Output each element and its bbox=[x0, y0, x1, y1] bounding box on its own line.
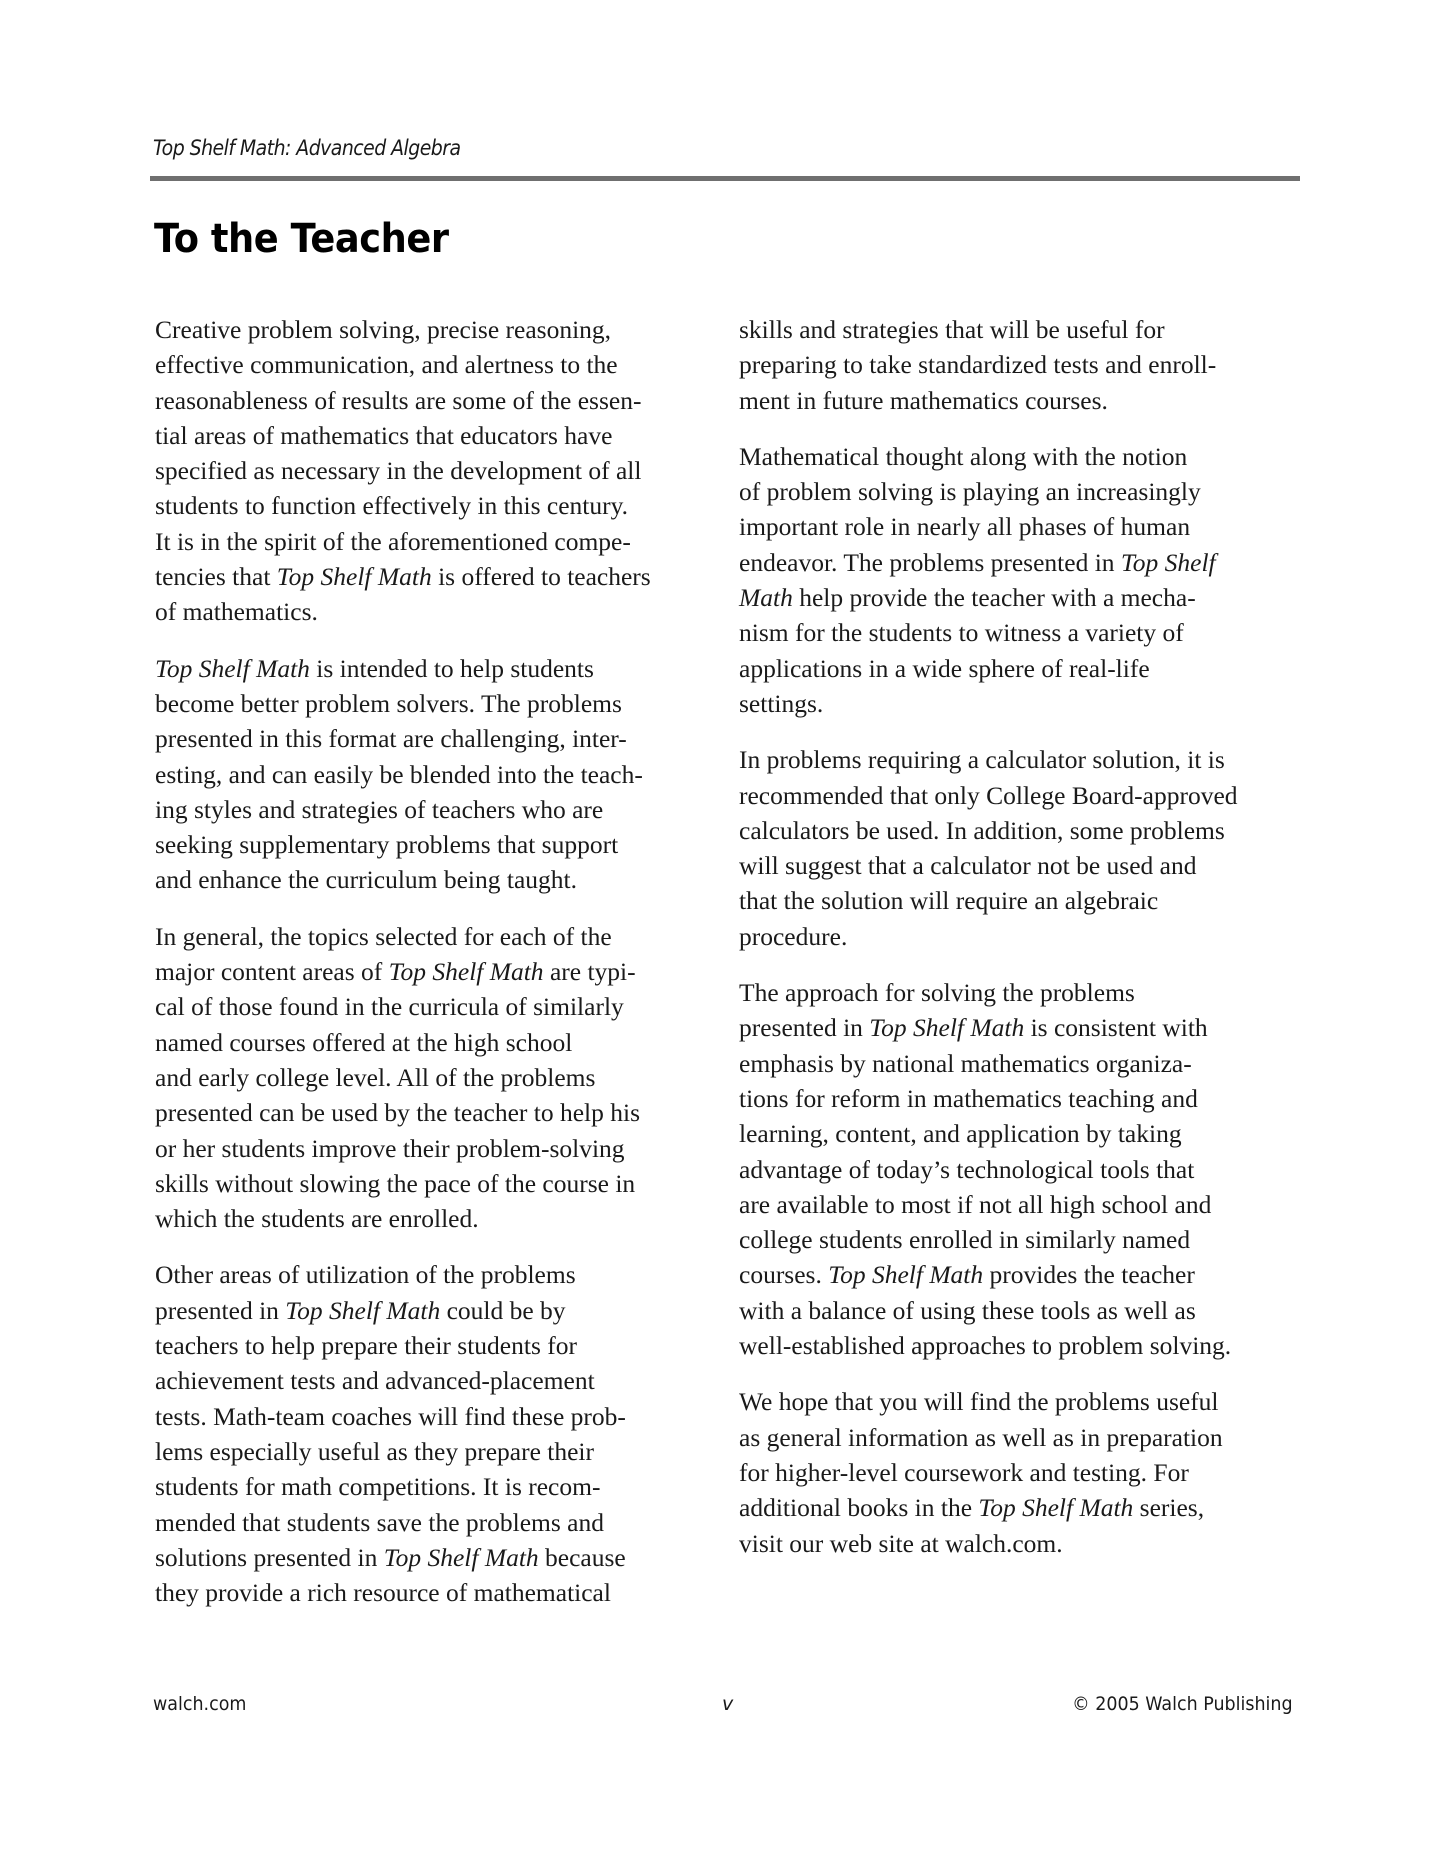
text-run: for higher-level coursework and testing. For bbox=[739, 1457, 1189, 1487]
text-line bbox=[155, 594, 715, 629]
paragraph bbox=[739, 1384, 1299, 1560]
text-line bbox=[739, 1116, 1299, 1151]
book-title-italic: Top Shelf Math bbox=[285, 1295, 441, 1325]
text-line bbox=[739, 848, 1299, 883]
text-line bbox=[155, 1201, 715, 1236]
text-line bbox=[155, 418, 715, 453]
text-line bbox=[155, 1575, 715, 1610]
text-run: Creative problem solving, precise reasoning, bbox=[155, 315, 612, 344]
text-line bbox=[155, 989, 715, 1024]
text-run: reasonableness of results are some of the essen- bbox=[155, 385, 642, 415]
text-run: students to function effectively in this century. bbox=[155, 491, 629, 521]
text-line bbox=[739, 1081, 1299, 1116]
text-run: In general, the topics selected for each of the bbox=[155, 921, 612, 951]
text-run: students for math competitions. It is recom- bbox=[155, 1472, 601, 1502]
text-run: is intended to help students bbox=[309, 653, 594, 683]
text-line bbox=[155, 1469, 715, 1504]
text-line bbox=[155, 1399, 715, 1434]
text-run: settings. bbox=[739, 688, 824, 718]
text-line bbox=[739, 1010, 1299, 1045]
paragraph bbox=[739, 975, 1299, 1363]
book-title-italic: Top Shelf bbox=[1120, 547, 1216, 577]
text-line bbox=[155, 827, 715, 862]
text-run: well-established approaches to problem solving. bbox=[739, 1331, 1232, 1361]
text-run: achievement tests and advanced-placement bbox=[155, 1366, 595, 1396]
paragraph bbox=[155, 651, 715, 898]
paragraph bbox=[155, 1257, 715, 1610]
paragraph bbox=[155, 312, 715, 630]
text-run: important role in nearly all phases of human bbox=[739, 512, 1191, 542]
book-title-italic: Top Shelf Math bbox=[155, 653, 310, 683]
text-line bbox=[739, 778, 1299, 813]
text-line bbox=[155, 1363, 715, 1398]
book-title-italic: Top Shelf Math bbox=[383, 1542, 539, 1572]
text-line bbox=[739, 1420, 1299, 1455]
book-title-italic: Top Shelf Math bbox=[828, 1260, 984, 1290]
text-line bbox=[739, 615, 1299, 650]
text-line bbox=[739, 383, 1299, 418]
text-run: college students enrolled in similarly named bbox=[739, 1225, 1191, 1255]
text-line bbox=[739, 312, 1299, 347]
text-line bbox=[155, 453, 715, 488]
text-run: procedure. bbox=[739, 921, 848, 951]
text-run: and enhance the curriculum being taught. bbox=[155, 865, 578, 895]
text-line bbox=[739, 1490, 1299, 1525]
text-line bbox=[739, 1328, 1299, 1363]
text-run: Other areas of utilization of the problems bbox=[155, 1260, 576, 1290]
text-line bbox=[155, 1095, 715, 1130]
text-line bbox=[739, 975, 1299, 1010]
body-column-right bbox=[739, 312, 1299, 1582]
text-run: will suggest that a calculator not be used and bbox=[739, 851, 1197, 881]
text-line bbox=[155, 559, 715, 594]
text-run: mended that students save the problems and bbox=[155, 1507, 604, 1537]
text-run: that the solution will require an algebraic bbox=[739, 886, 1159, 916]
text-run: ing styles and strategies of teachers who are bbox=[155, 794, 604, 824]
text-run: visit our web site at walch.com. bbox=[739, 1528, 1063, 1558]
text-line bbox=[739, 1187, 1299, 1222]
text-run: are available to most if not all high school and bbox=[739, 1189, 1212, 1219]
text-run: are typi- bbox=[543, 957, 636, 987]
text-run: preparing to take standardized tests and enroll- bbox=[739, 350, 1217, 380]
book-title-italic: Top Shelf Math bbox=[978, 1493, 1134, 1523]
text-run: which the students are enrolled. bbox=[155, 1204, 479, 1234]
text-run: they provide a rich resource of mathematical bbox=[155, 1578, 611, 1608]
text-run: calculators be used. In addition, some problems bbox=[739, 815, 1225, 845]
text-run: as general information as well as in preparation bbox=[739, 1422, 1223, 1452]
text-line bbox=[155, 1166, 715, 1201]
text-run: presented can be used by the teacher to help his bbox=[155, 1098, 641, 1128]
text-run: tions for reform in mathematics teaching and bbox=[739, 1083, 1198, 1113]
text-run: or her students improve their problem-solving bbox=[155, 1133, 625, 1163]
text-line bbox=[739, 1455, 1299, 1490]
book-title-italic: Top Shelf Math bbox=[276, 562, 432, 592]
footer-copyright: © 2005 Walch Publishing bbox=[1072, 1693, 1293, 1715]
text-run: of mathematics. bbox=[155, 597, 318, 627]
text-run: Mathematical thought along with the notion bbox=[739, 441, 1188, 471]
text-run: nism for the students to witness a variety of bbox=[739, 618, 1184, 648]
text-line bbox=[155, 1328, 715, 1363]
text-line bbox=[739, 439, 1299, 474]
text-line bbox=[155, 919, 715, 954]
text-line bbox=[739, 347, 1299, 382]
running-head: Top Shelf Math: Advanced Algebra bbox=[153, 136, 461, 160]
text-run: endeavor. The problems presented in bbox=[739, 547, 1121, 577]
text-run: presented in bbox=[155, 1295, 286, 1325]
text-run: because bbox=[538, 1542, 626, 1572]
text-line bbox=[739, 1384, 1299, 1419]
text-line bbox=[155, 1293, 715, 1328]
text-run: emphasis by national mathematics organiza- bbox=[739, 1048, 1192, 1078]
text-line bbox=[739, 1257, 1299, 1292]
text-run: It is in the spirit of the aforementioned compe- bbox=[155, 526, 631, 556]
paragraph bbox=[739, 312, 1299, 418]
book-title-italic: Math bbox=[739, 583, 793, 613]
text-line bbox=[739, 813, 1299, 848]
text-run: applications in a wide sphere of real-life bbox=[739, 653, 1150, 683]
text-run: specified as necessary in the development of all bbox=[155, 456, 642, 486]
text-run: with a balance of using these tools as well as bbox=[739, 1295, 1196, 1325]
paragraph bbox=[739, 742, 1299, 954]
text-line bbox=[739, 883, 1299, 918]
text-run: presented in this format are challenging, inter- bbox=[155, 724, 627, 754]
text-run: could be by bbox=[440, 1295, 566, 1325]
text-line bbox=[739, 742, 1299, 777]
text-line bbox=[155, 1131, 715, 1166]
text-line bbox=[739, 474, 1299, 509]
text-line bbox=[155, 1505, 715, 1540]
text-run: and early college level. All of the problems bbox=[155, 1062, 596, 1092]
book-title-italic: Top Shelf Math bbox=[388, 957, 544, 987]
text-run: advantage of today’s technological tools that bbox=[739, 1154, 1195, 1184]
text-line bbox=[739, 1222, 1299, 1257]
text-run: tial areas of mathematics that educators have bbox=[155, 420, 613, 450]
text-run: skills without slowing the pace of the course in bbox=[155, 1168, 636, 1198]
header-rule bbox=[150, 176, 1300, 181]
text-run: presented in bbox=[739, 1013, 870, 1043]
text-run: become better problem solvers. The problems bbox=[155, 688, 622, 718]
text-run: recommended that only College Board-approved bbox=[739, 780, 1238, 810]
text-line bbox=[155, 757, 715, 792]
text-run: The approach for solving the problems bbox=[739, 978, 1135, 1008]
text-line bbox=[155, 1060, 715, 1095]
text-line bbox=[155, 792, 715, 827]
text-run: courses. bbox=[739, 1260, 829, 1290]
text-line bbox=[739, 651, 1299, 686]
text-run: In problems requiring a calculator solution, it is bbox=[739, 745, 1225, 775]
text-line bbox=[155, 524, 715, 559]
text-run: series, bbox=[1133, 1493, 1205, 1523]
text-run: tencies that bbox=[155, 562, 277, 592]
text-run: is offered to teachers bbox=[431, 562, 651, 592]
text-line bbox=[739, 686, 1299, 721]
text-run: We hope that you will find the problems useful bbox=[739, 1387, 1219, 1417]
text-run: provides the teacher bbox=[983, 1260, 1195, 1290]
text-line bbox=[739, 509, 1299, 544]
text-line bbox=[739, 1526, 1299, 1561]
text-line bbox=[155, 1025, 715, 1060]
text-run: seeking supplementary problems that support bbox=[155, 830, 619, 860]
text-line bbox=[739, 1152, 1299, 1187]
text-line bbox=[739, 580, 1299, 615]
text-run: named courses offered at the high school bbox=[155, 1027, 573, 1057]
text-line bbox=[155, 686, 715, 721]
text-line bbox=[739, 545, 1299, 580]
text-run: major content areas of bbox=[155, 957, 389, 987]
page-title: To the Teacher bbox=[154, 216, 449, 262]
text-line bbox=[155, 721, 715, 756]
text-run: is consistent with bbox=[1024, 1013, 1208, 1043]
text-run: teachers to help prepare their students for bbox=[155, 1331, 577, 1361]
page-number: v bbox=[722, 1693, 734, 1715]
text-line bbox=[155, 1540, 715, 1575]
text-run: tests. Math-team coaches will find these prob- bbox=[155, 1401, 626, 1431]
text-run: additional books in the bbox=[739, 1493, 979, 1523]
text-run: cal of those found in the curricula of similarly bbox=[155, 992, 624, 1022]
text-line bbox=[155, 347, 715, 382]
text-run: effective communication, and alertness to the bbox=[155, 350, 618, 380]
text-line bbox=[739, 919, 1299, 954]
text-line bbox=[739, 1046, 1299, 1081]
text-line bbox=[739, 1293, 1299, 1328]
paragraph bbox=[739, 439, 1299, 721]
text-line bbox=[155, 488, 715, 523]
text-line bbox=[155, 383, 715, 418]
body-column-left bbox=[155, 312, 715, 1631]
text-run: ment in future mathematics courses. bbox=[739, 385, 1108, 415]
paragraph bbox=[155, 919, 715, 1237]
text-run: esting, and can easily be blended into the teach- bbox=[155, 759, 643, 789]
text-run: help provide the teacher with a mecha- bbox=[792, 583, 1196, 613]
text-run: solutions presented in bbox=[155, 1542, 384, 1572]
book-title-italic: Top Shelf Math bbox=[869, 1013, 1025, 1043]
text-run: skills and strategies that will be useful for bbox=[739, 315, 1165, 344]
text-line bbox=[155, 862, 715, 897]
text-line bbox=[155, 954, 715, 989]
text-run: learning, content, and application by taking bbox=[739, 1119, 1182, 1149]
text-line bbox=[155, 651, 715, 686]
text-run: of problem solving is playing an increasingly bbox=[739, 477, 1201, 507]
text-line bbox=[155, 1257, 715, 1292]
text-line bbox=[155, 312, 715, 347]
footer-website: walch.com bbox=[153, 1693, 247, 1715]
text-run: lems especially useful as they prepare their bbox=[155, 1436, 594, 1466]
text-line bbox=[155, 1434, 715, 1469]
